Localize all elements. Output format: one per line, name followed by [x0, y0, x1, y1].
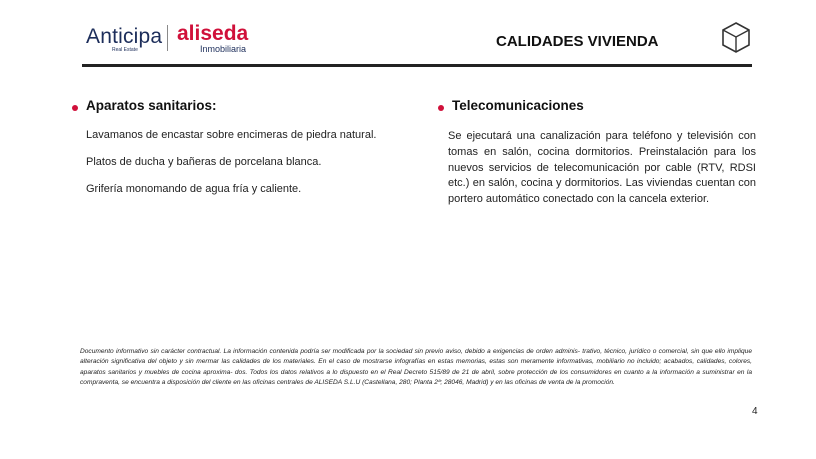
- bullet-dot-icon: [72, 105, 78, 111]
- page-title: CALIDADES VIVIENDA: [496, 33, 659, 50]
- page-number: 4: [752, 406, 758, 417]
- anticipa-logo-subtext: Real Estate: [112, 47, 138, 53]
- anticipa-logo: [86, 25, 166, 55]
- section-title-row: [70, 98, 410, 118]
- legal-disclaimer: Documento informativo sin carácter contractual. La información contenida podría ser modificada por la sociedad sin previo aviso, debido a exigencias de orden adminis- trativo, técnico, jurídico o comercial, sin que ello implique alteración significativa del objeto y sin mermar las calidades de los materiales. En el caso de mostrarse infografías en estas memorias, estas son meramente informativas, mobiliario no incluido; acabados, calidades, colores, aparatos sanitarios y muebles de cocina aproxima- dos. Todos los datos relativos a lo dispuesto en el Real Decreto 515/89 de 21 de abril, sobre protección de los consumidores en cuanto a la información a suministrar en la compraventa, se encuentra a disposición del cliente en las oficinas centrales de ALISEDA S.L.U (Castellana, 280; Planta 2ª; 28046, Madrid) y en las oficinas de venta de la promoción.: [80, 348, 752, 386]
- aliseda-logo-subtext: Inmobiliaria: [200, 44, 247, 54]
- section-title-row: [436, 98, 756, 118]
- list-item: Platos de ducha y bañeras de porcelana blanca.: [86, 156, 322, 168]
- page-header: [0, 0, 816, 68]
- section-telecomunicaciones: [436, 98, 756, 219]
- anticipa-logo-text: Anticipa: [86, 25, 163, 48]
- section-title: Aparatos sanitarios:: [86, 98, 217, 113]
- aliseda-logo: [177, 22, 257, 54]
- section-sanitarios: [70, 98, 410, 210]
- section-title: Telecomunicaciones: [452, 98, 584, 113]
- telecom-paragraph: Se ejecutará una canalización para teléfono y televisión con tomas en salón, cocina dormitorios. Preinstalación para los nuevos servicios de telecomunicación por cable (RTV, RDSI etc.) en salón, cocina y dormitorios. Las viviendas cuentan con portero automático conectado con la cancela exterior.: [448, 130, 756, 206]
- header-rule: [82, 64, 752, 67]
- sanitarios-list: [70, 129, 410, 196]
- list-item: Grifería monomando de agua fría y caliente.: [86, 183, 302, 195]
- list-item: Lavamanos de encastar sobre encimeras de piedra natural.: [86, 129, 377, 141]
- aliseda-logo-text: aliseda: [177, 22, 249, 45]
- cube-icon: [721, 21, 751, 53]
- logo-divider: [167, 25, 168, 51]
- bullet-dot-icon: [438, 105, 444, 111]
